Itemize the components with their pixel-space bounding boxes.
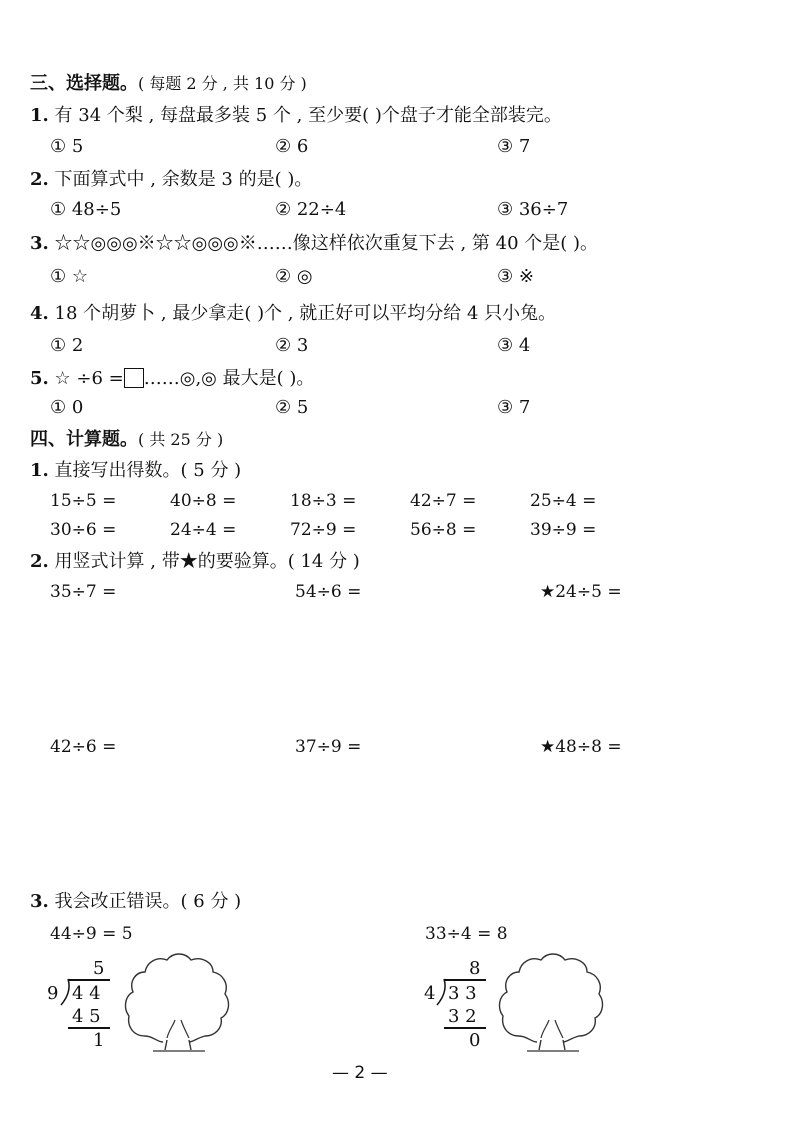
choice-question-5 — [30, 368, 314, 388]
choice-question-4 — [30, 305, 556, 323]
long-division-remainder: 1 — [93, 1030, 105, 1051]
long-division-quotient: 8 — [469, 958, 481, 979]
section-choice-note: ( 每题 2 分 , 共 10 分 ) — [138, 74, 307, 93]
option[interactable]: ① 5 — [50, 136, 84, 157]
long-division-remainder: 0 — [469, 1030, 481, 1051]
question-text: 下面算式中 , 余数是 3 的是( )。 — [54, 169, 313, 190]
option[interactable]: ② 3 — [275, 335, 309, 356]
vertical-calc-item[interactable]: 54÷6 = — [295, 582, 362, 602]
question-number: 2. — [30, 169, 49, 190]
question-text: 直接写出得数。( 5 分 ) — [54, 460, 242, 481]
vertical-calc-item[interactable]: 37÷9 = — [295, 737, 362, 757]
question-number: 3. — [30, 891, 49, 912]
choice-question-1 — [30, 107, 562, 125]
question-number: 3. — [30, 233, 49, 254]
option[interactable]: ③ 4 — [497, 335, 531, 356]
question-number: 2. — [30, 551, 49, 572]
choice-question-3 — [30, 235, 598, 253]
vertical-calc-item[interactable]: ★24÷5 = — [540, 582, 622, 602]
section-calc-note: ( 共 25 分 ) — [138, 430, 224, 449]
option[interactable]: ① 0 — [50, 397, 84, 418]
direct-calc-item[interactable]: 39÷9 = — [530, 520, 597, 540]
option[interactable]: ① 2 — [50, 335, 84, 356]
question-number: 5. — [30, 368, 49, 389]
direct-calc-item[interactable]: 25÷4 = — [530, 491, 597, 511]
tree-icon — [123, 950, 233, 1055]
question-text: 用竖式计算 , 带★的要验算。( 14 分 ) — [54, 551, 360, 572]
long-division-divisor: 9 — [47, 983, 59, 1004]
wrong-equation: 33÷4 = 8 — [425, 924, 508, 944]
question-text: 有 34 个梨 , 每盘最多装 5 个 , 至少要( )个盘子才能全部装完。 — [54, 105, 562, 126]
direct-calc-item[interactable]: 30÷6 = — [50, 520, 117, 540]
option[interactable]: ② ◎ — [275, 266, 313, 287]
question-text: ……◎,◎ 最大是( )。 — [143, 368, 315, 389]
section-choice-title: 三、选择题。 — [30, 73, 138, 94]
question-text: ☆ ÷6 = — [54, 368, 124, 389]
option[interactable]: ② 6 — [275, 136, 309, 157]
question-number: 4. — [30, 303, 49, 324]
division-bar — [68, 979, 110, 981]
direct-calc-item[interactable]: 40÷8 = — [170, 491, 237, 511]
division-bracket — [60, 979, 70, 1005]
answer-box[interactable] — [124, 368, 144, 388]
question-number: 1. — [30, 460, 49, 481]
calc-question-3 — [30, 893, 241, 911]
long-division-dividend: 4 4 — [72, 983, 101, 1004]
option[interactable]: ③ 7 — [497, 136, 531, 157]
section-calc-title: 四、计算题。 — [30, 429, 138, 450]
direct-calc-item[interactable]: 18÷3 = — [290, 491, 357, 511]
option[interactable]: ③ ※ — [497, 266, 534, 287]
direct-calc-item[interactable]: 56÷8 = — [410, 520, 477, 540]
section-calc-heading — [30, 431, 223, 449]
option[interactable]: ③ 7 — [497, 397, 531, 418]
tree-icon — [497, 950, 607, 1055]
vertical-calc-item[interactable]: 42÷6 = — [50, 737, 117, 757]
option[interactable]: ② 5 — [275, 397, 309, 418]
option[interactable]: ① ☆ — [50, 266, 88, 287]
vertical-calc-item[interactable]: 35÷7 = — [50, 582, 117, 602]
question-number: 1. — [30, 105, 49, 126]
question-text: ☆☆◎◎◎※☆☆◎◎◎※……像这样依次重复下去 , 第 40 个是( )。 — [54, 233, 599, 254]
option[interactable]: ② 22÷4 — [275, 199, 347, 220]
division-bar — [444, 979, 486, 981]
section-choice-heading — [30, 75, 307, 93]
wrong-equation: 44÷9 = 5 — [50, 924, 133, 944]
choice-question-2 — [30, 171, 312, 189]
question-text: 18 个胡萝卜 , 最少拿走( )个 , 就正好可以平均分给 4 只小兔。 — [54, 303, 557, 324]
option[interactable]: ① 48÷5 — [50, 199, 122, 220]
option[interactable]: ③ 36÷7 — [497, 199, 569, 220]
direct-calc-item[interactable]: 42÷7 = — [410, 491, 477, 511]
direct-calc-item[interactable]: 24÷4 = — [170, 520, 237, 540]
calc-question-1 — [30, 462, 241, 480]
division-bar — [444, 1027, 486, 1029]
division-bracket — [436, 979, 446, 1005]
long-division-divisor: 4 — [424, 983, 436, 1004]
direct-calc-item[interactable]: 72÷9 = — [290, 520, 357, 540]
direct-calc-item[interactable]: 15÷5 = — [50, 491, 117, 511]
long-division-dividend: 3 3 — [448, 983, 477, 1004]
page-number: — 2 — — [332, 1063, 388, 1083]
long-division-product: 4 5 — [72, 1006, 101, 1027]
division-bar — [68, 1027, 110, 1029]
calc-question-2 — [30, 553, 360, 571]
question-text: 我会改正错误。( 6 分 ) — [54, 891, 242, 912]
long-division-quotient: 5 — [93, 958, 105, 979]
long-division-product: 3 2 — [448, 1006, 477, 1027]
vertical-calc-item[interactable]: ★48÷8 = — [540, 737, 622, 757]
